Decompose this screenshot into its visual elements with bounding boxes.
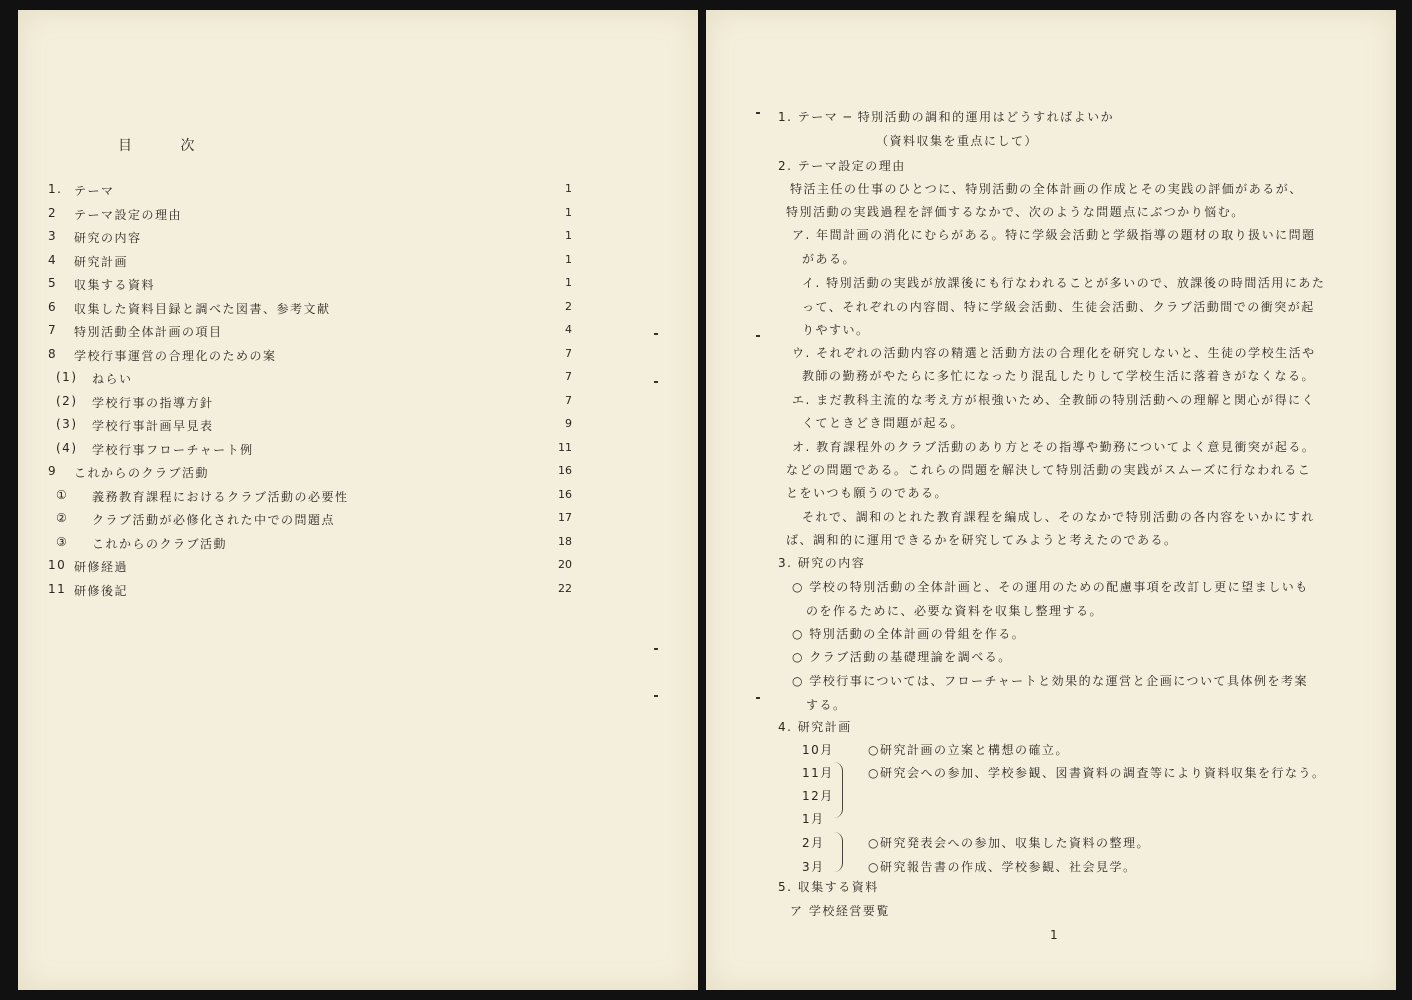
toc-title: 目 次 bbox=[118, 138, 217, 154]
body-line: ア. 年間計画の消化にむらがある。特に学級会活動と学級指導の題材の取り扱いに問題 bbox=[792, 228, 1316, 242]
body-line: ば、調和的に運用できるかを研究してみようと考えたのである。 bbox=[786, 533, 1178, 547]
toc-entry-page: 16 bbox=[558, 464, 572, 477]
toc-entry-page: 20 bbox=[558, 558, 572, 571]
body-line: ○ 特別活動の全体計画の骨組を作る。 bbox=[792, 627, 1026, 641]
body-line: エ. まだ教科主流的な考え方が根強いため、全教師の特別活動への理解と関心が得にく bbox=[792, 393, 1316, 407]
toc-entry-page: 1 bbox=[565, 253, 572, 266]
toc-entry-page: 11 bbox=[558, 441, 572, 454]
body-line: くてときどき問題が起る。 bbox=[802, 416, 965, 430]
body-line: りやすい。 bbox=[802, 323, 870, 337]
toc-entry-label: 収集した資料目録と調べた図書、参考文献 bbox=[74, 302, 331, 316]
toc-entry-label: クラブ活動が必修化された中での問題点 bbox=[92, 513, 336, 527]
body-line: イ. 特別活動の実践が放課後にも行なわれることが多いので、放課後の時間活用にあた bbox=[802, 276, 1326, 290]
toc-entry-number: 9 bbox=[48, 464, 58, 478]
toc-entry-label: テーマ bbox=[74, 184, 115, 198]
section-heading: 1. テーマ ─ 特別活動の調和的運用はどうすればよいか bbox=[778, 110, 1115, 124]
body-line: ○ 学校の特別活動の全体計画と、その運用のための配慮事項を改訂し更に望ましいも bbox=[792, 580, 1309, 594]
body-line: する。 bbox=[806, 698, 847, 712]
toc-entry-number: 8 bbox=[48, 347, 58, 361]
toc-entry-label: 義務教育課程におけるクラブ活動の必要性 bbox=[92, 490, 349, 504]
toc-entry-label: 収集する資料 bbox=[74, 278, 156, 292]
toc-entry-page: 18 bbox=[558, 535, 572, 548]
section-5-item: ア 学校経営要覧 bbox=[790, 904, 890, 918]
schedule-month: 1月 bbox=[802, 812, 825, 826]
toc-entry-label: 学校行事フローチャート例 bbox=[92, 443, 254, 457]
body-line: のを作るために、必要な資料を収集し整理する。 bbox=[806, 604, 1104, 618]
body-line: それで、調和のとれた教育課程を編成し、そのなかで特別活動の各内容をいかにすれ bbox=[802, 510, 1315, 524]
toc-entry-label: 研究計画 bbox=[74, 255, 129, 269]
toc-entry-number: 5 bbox=[48, 276, 58, 290]
section-heading: 3. 研究の内容 bbox=[778, 556, 866, 570]
toc-entry-number: (1) bbox=[56, 370, 78, 384]
schedule-month: 12月 bbox=[802, 789, 834, 803]
body-line: ○ クラブ活動の基礎理論を調べる。 bbox=[792, 650, 1012, 664]
toc-entry-label: これからのクラブ活動 bbox=[92, 537, 228, 551]
schedule-brace bbox=[834, 832, 843, 872]
margin-mark bbox=[654, 381, 658, 383]
toc-entry-number: 3 bbox=[48, 229, 58, 243]
toc-entry-label: 学校行事の指導方針 bbox=[92, 396, 214, 410]
section-heading: 4. 研究計画 bbox=[778, 720, 852, 734]
toc-entry-number: 7 bbox=[48, 323, 58, 337]
toc-entry-number: 2 bbox=[48, 206, 58, 220]
section-heading: 2. テーマ設定の理由 bbox=[778, 159, 906, 173]
toc-entry-label: 学校行事計画早見表 bbox=[92, 419, 214, 433]
body-line: ○ 学校行事については、フローチャートと効果的な運営と企画について具体例を考案 bbox=[792, 674, 1308, 688]
body-line: などの問題である。これらの問題を解決して特別活動の実践がスムーズに行なわれるこ bbox=[786, 463, 1312, 477]
toc-entry-number: 1. bbox=[48, 182, 63, 196]
body-line: がある。 bbox=[802, 252, 857, 266]
margin-mark bbox=[756, 335, 760, 337]
margin-mark bbox=[654, 333, 658, 335]
schedule-task: ○研究報告書の作成、学校参観、社会見学。 bbox=[868, 860, 1137, 874]
toc-entry-number: 10 bbox=[48, 558, 67, 572]
section-5-heading: 5. 収集する資料 bbox=[778, 880, 879, 894]
margin-mark bbox=[654, 695, 658, 697]
toc-entry-page: 7 bbox=[565, 394, 572, 407]
body-line: ウ. それぞれの活動内容の精選と活動方法の合理化を研究しないと、生徒の学校生活や bbox=[792, 346, 1316, 360]
body-line: （資料収集を重点にして） bbox=[876, 134, 1039, 148]
toc-entry-number: ② bbox=[56, 511, 69, 525]
toc-entry-page: 9 bbox=[565, 417, 572, 430]
toc-entry-page: 16 bbox=[558, 488, 572, 501]
toc-entry-number: (2) bbox=[56, 394, 78, 408]
schedule-month: 11月 bbox=[802, 766, 834, 780]
toc-entry-number: 11 bbox=[48, 582, 67, 596]
toc-entry-page: 7 bbox=[565, 347, 572, 360]
body-line: オ. 教育課程外のクラブ活動のあり方とその指導や勤務についてよく意見衝突が起る。 bbox=[792, 440, 1316, 454]
toc-entry-label: 研修後記 bbox=[74, 584, 129, 598]
toc-entry-page: 1 bbox=[565, 229, 572, 242]
toc-entry-page: 1 bbox=[565, 276, 572, 289]
schedule-task: ○研究会への参加、学校参観、図書資料の調査等により資料収集を行なう。 bbox=[868, 766, 1326, 780]
schedule-brace bbox=[834, 762, 843, 818]
toc-entry-page: 17 bbox=[558, 511, 572, 524]
page-number: 1 bbox=[1050, 928, 1060, 942]
schedule-task: ○研究計画の立案と構想の確立。 bbox=[868, 743, 1069, 757]
toc-entry-number: 4 bbox=[48, 253, 58, 267]
margin-mark bbox=[756, 697, 760, 699]
schedule-month: 3月 bbox=[802, 860, 825, 874]
toc-entry-label: テーマ設定の理由 bbox=[74, 208, 183, 222]
body-line: 特別活動の実践過程を評価するなかで、次のような問題点にぶつかり悩む。 bbox=[786, 205, 1245, 219]
toc-entry-page: 22 bbox=[558, 582, 572, 595]
toc-entry-label: 研究の内容 bbox=[74, 231, 142, 245]
toc-entry-page: 4 bbox=[565, 323, 572, 336]
toc-entry-label: 特別活動全体計画の項目 bbox=[74, 325, 223, 339]
toc-entry-label: これからのクラブ活動 bbox=[74, 466, 210, 480]
margin-mark bbox=[756, 112, 760, 114]
toc-entry-number: (3) bbox=[56, 417, 78, 431]
toc-entry-label: ねらい bbox=[92, 372, 133, 386]
toc-entry-number: ③ bbox=[56, 535, 69, 549]
toc-entry-page: 1 bbox=[565, 182, 572, 195]
schedule-month: 10月 bbox=[802, 743, 834, 757]
toc-entry-page: 2 bbox=[565, 300, 572, 313]
schedule-month: 2月 bbox=[802, 836, 825, 850]
right-page bbox=[706, 10, 1396, 990]
margin-mark bbox=[654, 648, 658, 650]
toc-entry-number: ① bbox=[56, 488, 69, 502]
toc-entry-page: 1 bbox=[565, 206, 572, 219]
toc-entry-number: (4) bbox=[56, 441, 78, 455]
schedule-task: ○研究発表会への参加、収集した資料の整理。 bbox=[868, 836, 1150, 850]
body-line: 教師の勤務がやたらに多忙になったり混乱したりして学校生活に落着きがなくなる。 bbox=[802, 369, 1316, 383]
body-line: とをいつも願うのである。 bbox=[786, 486, 949, 500]
toc-entry-label: 研修経過 bbox=[74, 560, 129, 574]
toc-entry-label: 学校行事運営の合理化のための案 bbox=[74, 349, 277, 363]
toc-entry-number: 6 bbox=[48, 300, 58, 314]
left-page bbox=[18, 10, 698, 990]
toc-entry-page: 7 bbox=[565, 370, 572, 383]
body-line: って、それぞれの内容間、特に学級会活動、生徒会活動、クラブ活動間での衝突が起 bbox=[802, 300, 1315, 314]
body-line: 特活主任の仕事のひとつに、特別活動の全体計画の作成とその実践の評価があるが、 bbox=[790, 182, 1303, 196]
